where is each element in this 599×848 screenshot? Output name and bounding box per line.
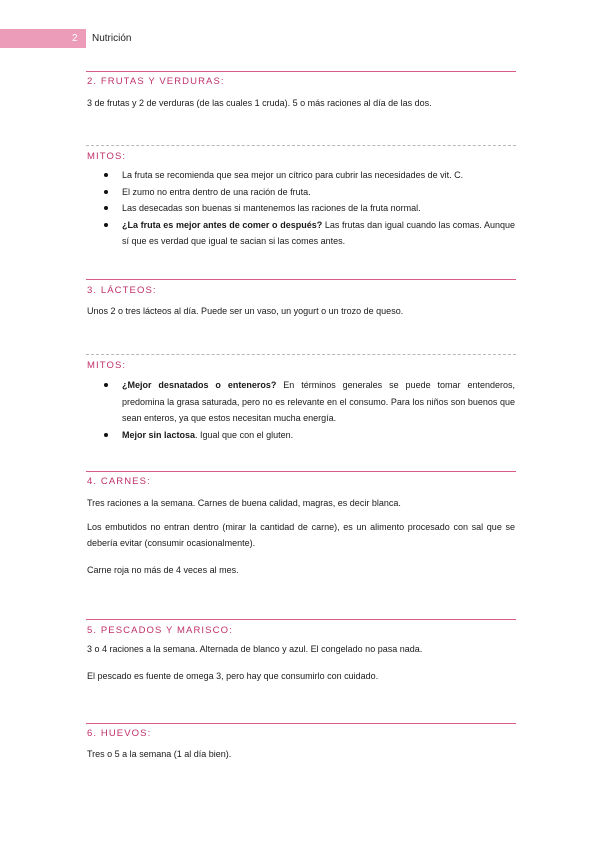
bullet-icon	[104, 190, 108, 194]
section-rule	[86, 471, 516, 472]
bullet-icon	[104, 223, 108, 227]
mitos-frutas-list	[87, 167, 515, 250]
paragraph-frutas: 3 de frutas y 2 de verduras (de las cuales 1 cruda). 5 o más raciones al día de las dos.	[87, 98, 432, 108]
section-heading-lacteos: 3. LÁCTEOS:	[87, 285, 157, 296]
page-number: 2	[72, 33, 78, 44]
list-item: ¿Mejor desnatados o enteneros? En términos generales se puede tomar entenderos, predomina la grasa saturada, pero no es relevante en el consumo. Para los niños son buenos que sean enteros, ya que estos necesitan mucha energía.	[87, 377, 515, 427]
section-rule	[86, 71, 516, 72]
bullet-icon	[104, 206, 108, 210]
section-heading-frutas: 2. FRUTAS Y VERDURAS:	[87, 76, 225, 87]
bullet-icon	[104, 383, 108, 387]
paragraph-pescados-1: 3 o 4 raciones a la semana. Alternada de blanco y azul. El congelado no pasa nada.	[87, 644, 423, 654]
section-rule	[86, 723, 516, 724]
paragraph-carnes-1: Tres raciones a la semana. Carnes de buena calidad, magras, es decir blanca.	[87, 498, 401, 508]
running-header-title: Nutrición	[92, 33, 132, 44]
list-item: La fruta se recomienda que sea mejor un cítrico para cubrir las necesidades de vit. C.	[87, 167, 515, 184]
list-item: Las desecadas son buenas si mantenemos las raciones de la fruta normal.	[87, 200, 515, 217]
list-item: ¿La fruta es mejor antes de comer o después? Las frutas dan igual cuando las comas. Aunque sí que es verdad que igual te sacian si las comes antes.	[87, 217, 515, 250]
section-heading-pescados: 5. PESCADOS Y MARISCO:	[87, 625, 233, 636]
dashed-rule	[86, 145, 516, 146]
dashed-rule	[86, 354, 516, 355]
list-item: Mejor sin lactosa. Igual que con el gluten.	[87, 427, 515, 444]
paragraph-carnes-2: Los embutidos no entran dentro (mirar la cantidad de carne), es un alimento procesado con sal que se debería evitar (consumir ocasionalmente).	[87, 522, 515, 548]
paragraph-huevos: Tres o 5 a la semana (1 al día bien).	[87, 749, 232, 759]
section-heading-mitos-lacteos: MITOS:	[87, 360, 127, 371]
section-rule	[86, 279, 516, 280]
section-heading-huevos: 6. HUEVOS:	[87, 728, 152, 739]
paragraph-pescados-2: El pescado es fuente de omega 3, pero hay que consumirlo con cuidado.	[87, 671, 379, 681]
section-heading-carnes: 4. CARNES:	[87, 476, 151, 487]
bullet-icon	[104, 173, 108, 177]
paragraph-carnes-3: Carne roja no más de 4 veces al mes.	[87, 565, 239, 575]
section-rule	[86, 619, 516, 620]
bullet-icon	[104, 433, 108, 437]
mitos-lacteos-list	[87, 377, 515, 443]
list-item: El zumo no entra dentro de una ración de fruta.	[87, 184, 515, 201]
section-heading-mitos-frutas: MITOS:	[87, 151, 127, 162]
paragraph-lacteos: Unos 2 o tres lácteos al día. Puede ser un vaso, un yogurt o un trozo de queso.	[87, 306, 404, 316]
